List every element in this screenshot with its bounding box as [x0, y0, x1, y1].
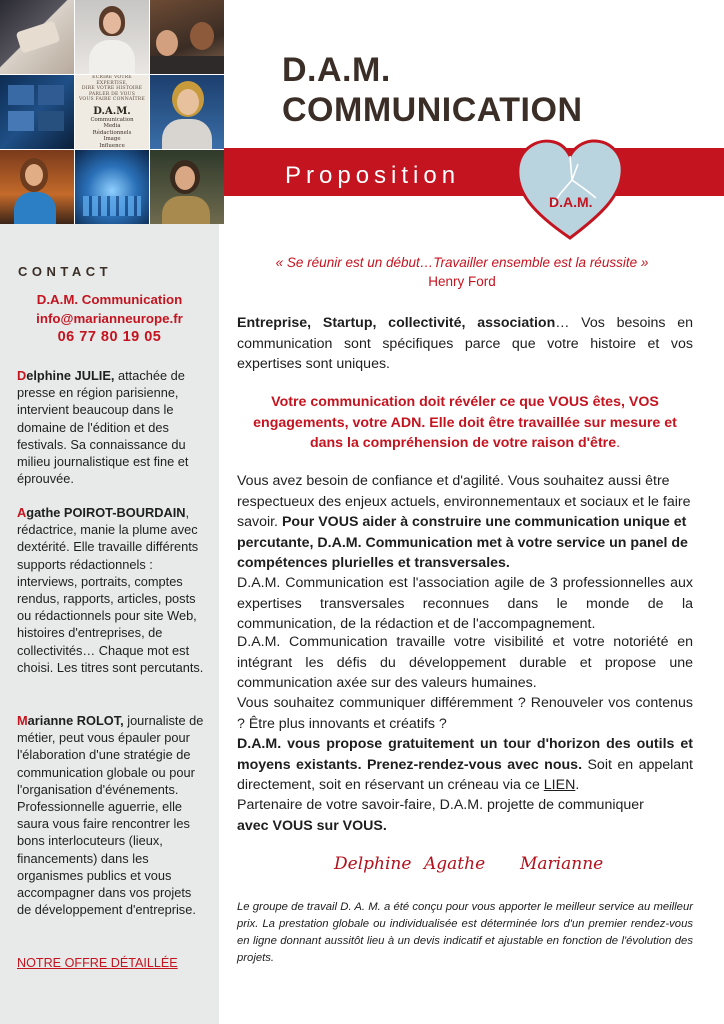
banner-text: Proposition	[285, 162, 461, 189]
body-paragraph-5	[237, 734, 693, 796]
collage-item: Communication	[90, 116, 134, 123]
body-p1-text: Vous avez besoin de confiance et d'agilité. Vous souhaitez aussi être respectueux des enjeux actuels, environnementaux et sociaux et le faire savoir.	[237, 473, 691, 530]
signature-marianne: Marianne	[520, 854, 604, 874]
photo-reporter-microphone	[0, 150, 74, 224]
body-paragraph-4: Vous souhaitez communiquer différemment ? Renouveler vos contenus ? Être plus innovants et créatifs ?	[237, 695, 693, 732]
photo-woman-headset	[150, 150, 224, 224]
bio-text: attachée de presse en région parisienne, intervient beaucoup dans le domaine de l'édition et des festivals. Sa connaissance du milieu journalistique est fine et éprouvée.	[17, 368, 189, 487]
bio-delphine	[17, 367, 207, 487]
bio-marianne	[17, 712, 207, 918]
collage-tagline-2: DIRE VOTRE HISTOIRE	[81, 86, 143, 92]
booking-link[interactable]: LIEN	[543, 777, 576, 793]
intro-paragraph	[237, 313, 693, 375]
footnote-a: Le groupe de travail	[237, 901, 341, 913]
body-p6-bold: avec VOUS sur VOUS.	[237, 817, 387, 834]
photo-collage	[0, 0, 224, 224]
photo-video-call	[0, 75, 74, 149]
red-statement	[237, 392, 693, 454]
signatures	[320, 846, 620, 890]
red-statement-text: Votre communication doit révéler ce que VOUS êtes, VOS engagements, votre ADN. Elle doit être travaillée sur mesure et dans la compréhension de votre raison d'être	[253, 394, 677, 451]
quote-block	[232, 253, 692, 291]
quote-author: Henry Ford	[428, 274, 496, 289]
footnote-c: a été conçu pour vous apporter le meilleur service au meilleur prix. La prestation globale ou individualisée est déterminée lors d'un premier rendez-vous en ligne donnant aussitôt lieu à un devis indicatif et ajustable en fonction de l'évolution des projets.	[237, 901, 693, 964]
bio-initial: M	[17, 713, 28, 728]
intro-bold: Entreprise, Startup, collectivité, association	[237, 315, 556, 331]
bio-name: arianne ROLOT,	[27, 713, 124, 728]
contact-heading: CONTACT	[18, 264, 113, 279]
collage-item: Influence	[99, 142, 125, 149]
heart-label: D.A.M.	[549, 194, 593, 210]
collage-center-card	[75, 75, 149, 149]
photo-digital-network	[75, 150, 149, 224]
body-p5-bold: D.A.M. vous propose gratuitement un tour d'horizon des outils et moyens existants. Prenez-rendez-vous avec nous.	[237, 736, 693, 773]
collage-tagline-1: ÉCRIRE VOTRE EXPERTISE,	[92, 75, 132, 86]
body-p1-bold: Pour VOUS aider à construire une communication unique et percutante, D.A.M. Communication met à votre service un panel de compétences plurielles et transversales.	[237, 514, 688, 571]
signature-agathe: Agathe	[424, 854, 486, 874]
bio-initial: A	[17, 505, 27, 520]
collage-tagline-4: VOUS FAIRE CONNAÎTRE	[79, 97, 146, 103]
heart-logo-icon	[512, 134, 628, 244]
collage-item: Media	[103, 123, 121, 130]
intro-text: … Vos besoins en communication sont spécifiques parce que votre histoire et vos expertises sont uniques.	[237, 315, 693, 372]
page-title	[282, 50, 583, 130]
red-statement-end: .	[616, 435, 621, 451]
footnote-b: D. A. M.	[340, 901, 381, 913]
title-line-2: COMMUNICATION	[282, 91, 583, 129]
bio-name: gathe POIROT-BOURDAIN	[26, 505, 186, 520]
footnote	[237, 899, 693, 967]
collage-brand: D.A.M.	[93, 105, 131, 117]
contact-block	[0, 290, 219, 347]
body-paragraph-6	[237, 795, 693, 836]
bio-text: journaliste de métier, peut vous épauler pour l'élaboration d'une stratégie de communication globale ou pour l'organisation d'événements. Professionnelle aguerrie, elle saura vous faire rencontrer les bons interlocuteurs (lieux, financements) dans les organismes publics et vous accompagner dans vos projets de développement d'entreprise.	[17, 713, 204, 918]
photo-team-meeting	[150, 0, 224, 74]
body-paragraph-1	[237, 471, 693, 574]
collage-item: Image	[103, 136, 121, 143]
bio-initial: D	[17, 368, 27, 383]
bio-agathe	[17, 504, 207, 676]
collage-item: Rédactionnels	[92, 129, 132, 136]
contact-org: D.A.M. Communication	[36, 292, 183, 307]
signature-delphine: Delphine	[334, 854, 412, 874]
offer-link[interactable]: NOTRE OFFRE DÉTAILLÉE	[17, 956, 178, 970]
bio-text: , rédactrice, manie la plume avec dextérité. Elle travaille différents supports rédactionnels : interviews, portraits, comptes rendus, rapports, articles, posts ou rédactionnels pour site Web, histoires d'entreprises, de collectivités… Chaque mot est choisi. Les titres sont percutants.	[17, 505, 204, 675]
quote-text: « Se réunir est un début…Travailler ensemble est la réussite »	[275, 255, 649, 270]
photo-woman-portrait	[150, 75, 224, 149]
photo-hands-writing	[0, 0, 74, 74]
body-p6-text: Partenaire de votre savoir-faire, D.A.M. projette de communiquer	[237, 797, 644, 813]
body-p5-end: .	[575, 777, 580, 793]
body-paragraph-2: D.A.M. Communication est l'association agile de 3 professionnelles aux expertises transversales reconnues dans le monde de la communication, de la rédaction et de l'accompagnement.	[237, 575, 693, 632]
contact-phone[interactable]: 06 77 80 19 05	[57, 329, 162, 345]
body-p5-text: Soit en appelant directement, soit en réservant un créneau via ce	[237, 756, 694, 793]
collage-tagline-3: PARLER DE VOUS	[88, 91, 136, 97]
photo-woman-smiling	[75, 0, 149, 74]
title-line-1: D.A.M.	[282, 51, 391, 89]
contact-email[interactable]: info@marianneurope.fr	[36, 311, 183, 326]
bio-name: elphine JULIE,	[26, 368, 115, 383]
body-paragraph-3: D.A.M. Communication travaille votre visibilité et votre notoriété en intégrant les défis du développement durable et propose une communication axée sur des valeurs humaines.	[237, 634, 693, 691]
